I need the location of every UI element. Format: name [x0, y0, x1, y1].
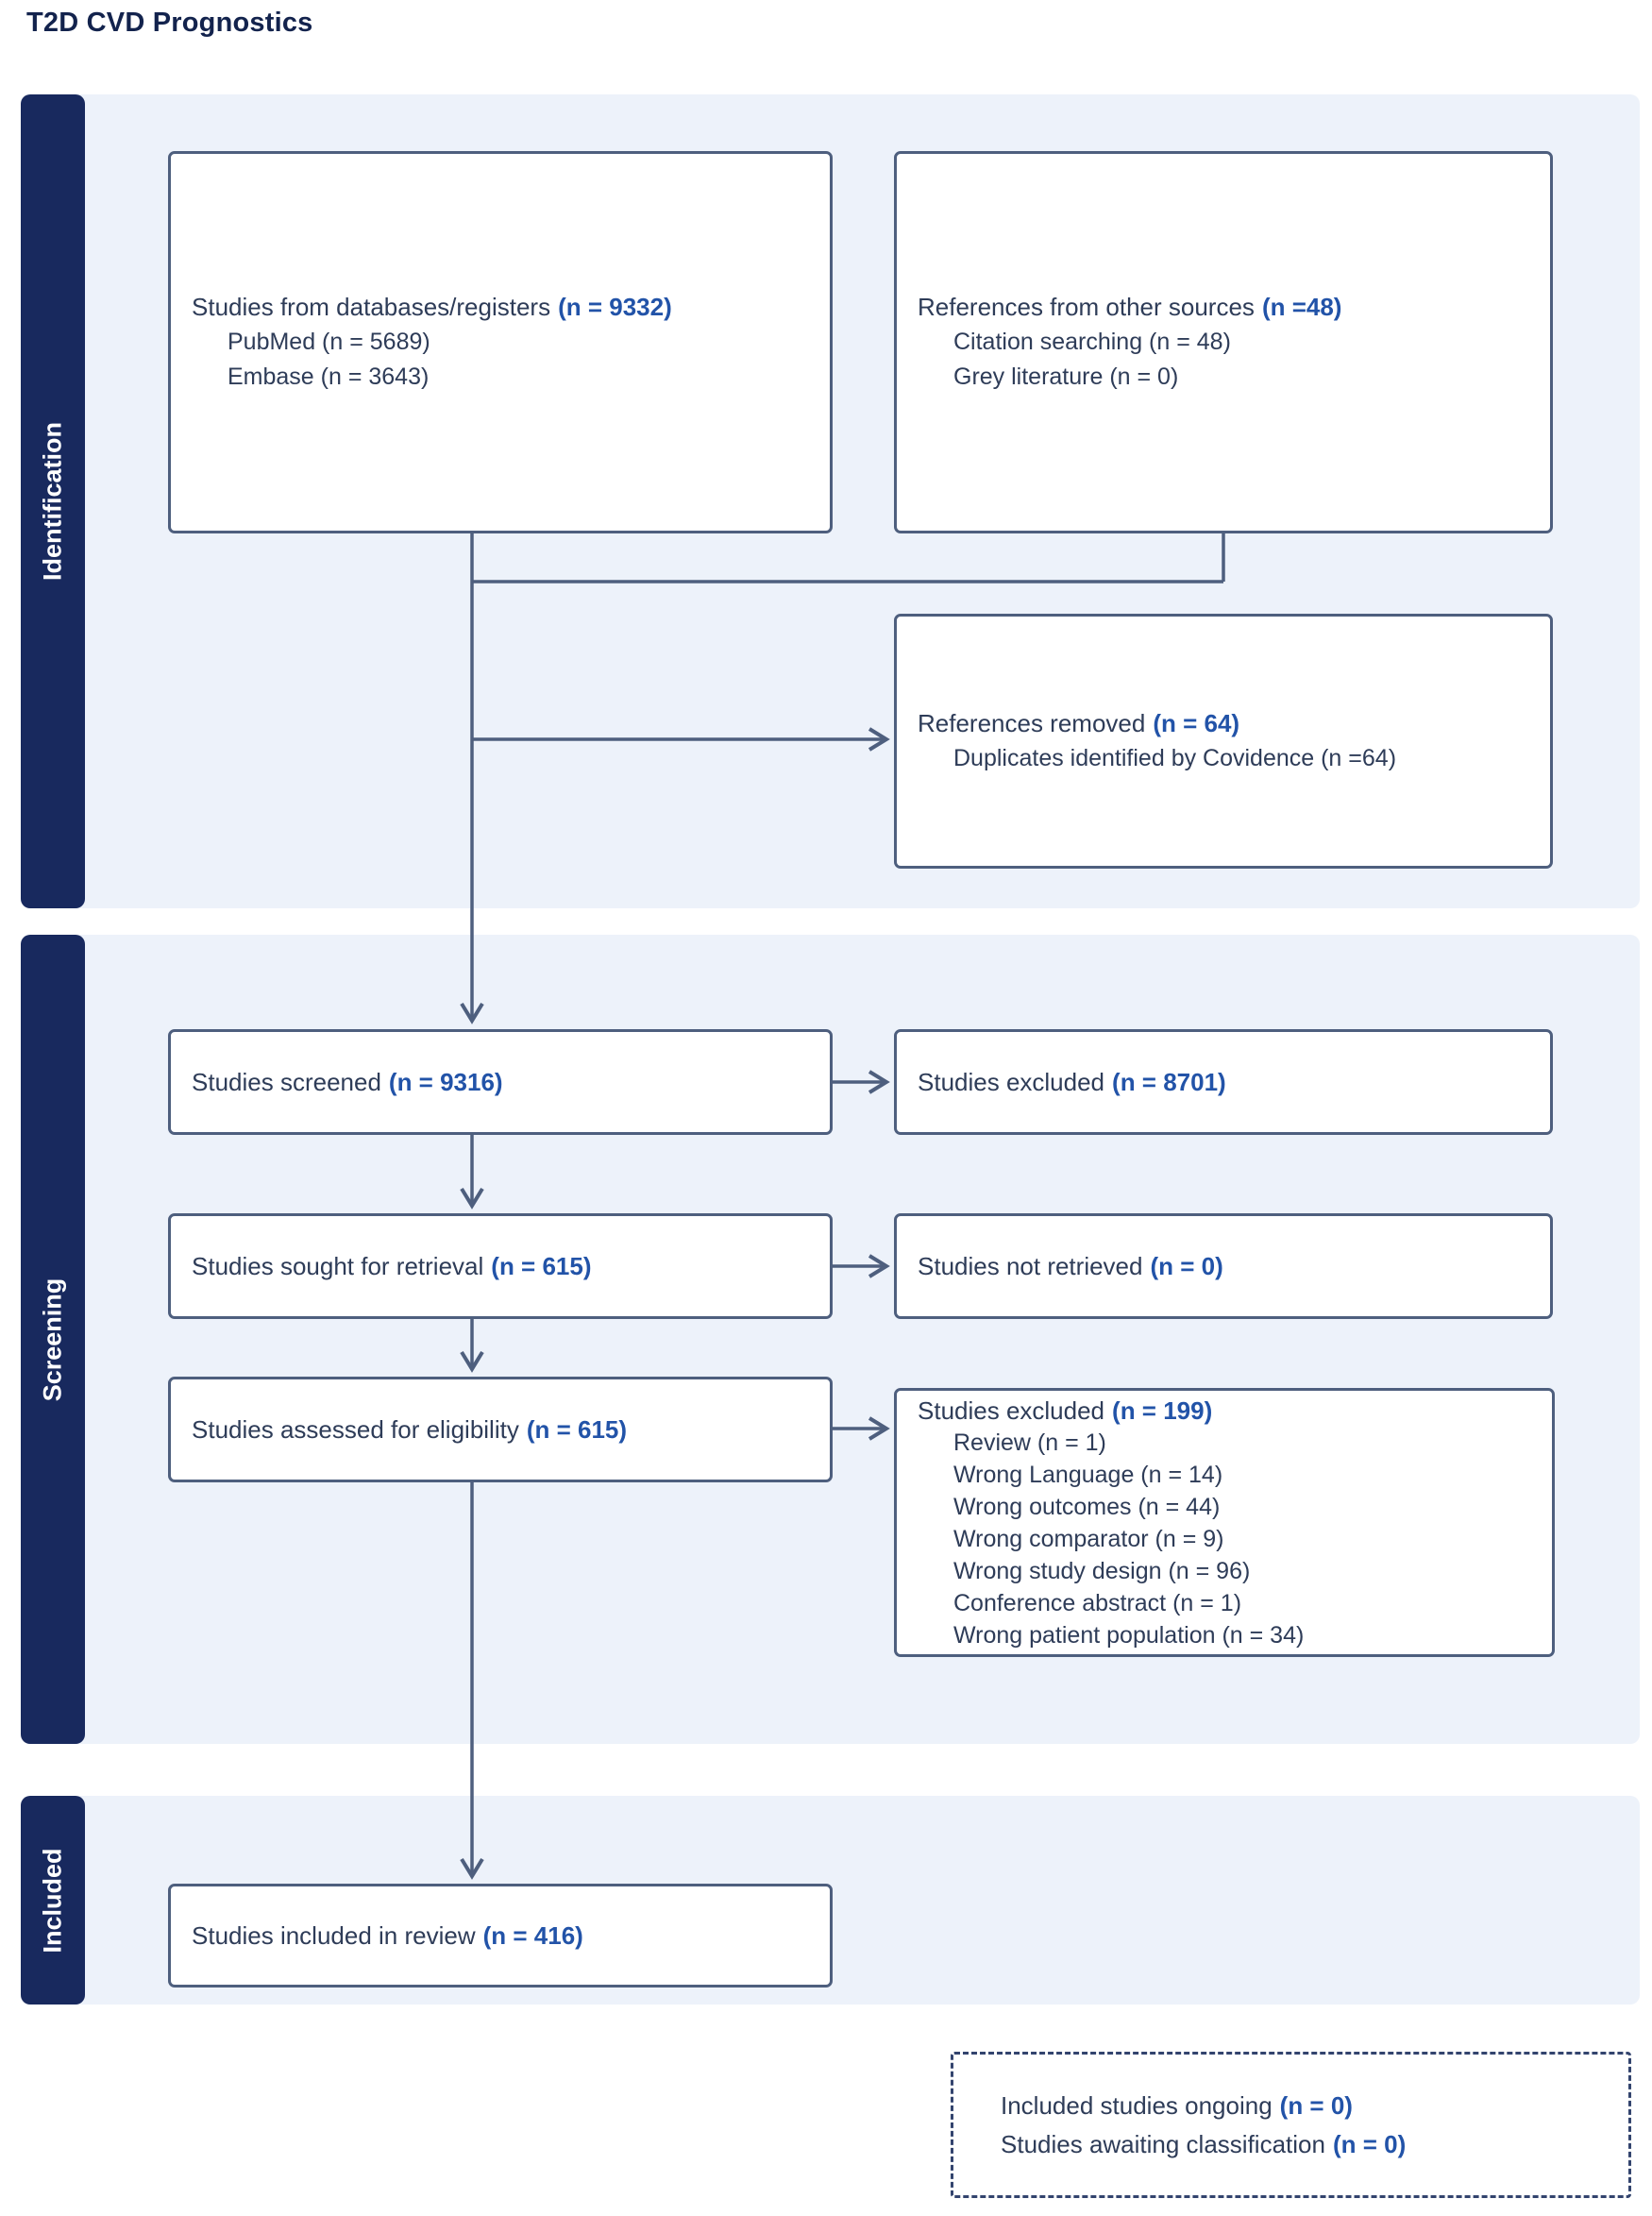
excluded-eligibility-box — [894, 1388, 1555, 1657]
screened-box — [168, 1029, 833, 1135]
awaiting-classification-line: Studies awaiting classification (n = 0) — [1001, 2129, 1407, 2158]
screening-stage-label: Screening — [38, 1277, 67, 1401]
references-removed-box — [894, 614, 1553, 869]
exclusion-reason-study-design: Wrong study design (n = 96) — [953, 1557, 1251, 1584]
not-retrieved-box — [894, 1213, 1553, 1319]
exclusion-reason-patient-population: Wrong patient population (n = 34) — [953, 1621, 1305, 1649]
other-sources-box-title: References from other sources (n =48) — [918, 293, 1342, 321]
included-stage-bar — [21, 1796, 85, 2005]
exclusion-reason-outcomes: Wrong outcomes (n = 44) — [953, 1493, 1221, 1520]
excluded-eligibility-box-title: Studies excluded (n = 199) — [918, 1396, 1213, 1425]
included-review-box — [168, 1884, 833, 1988]
exclusion-reason-language: Wrong Language (n = 14) — [953, 1461, 1223, 1488]
not-retrieved-count: (n = 0) — [1150, 1251, 1223, 1280]
databases-count: (n = 9332) — [558, 293, 672, 321]
identification-stage-bar — [21, 94, 85, 908]
assessed-box — [168, 1377, 833, 1482]
databases-item-pubmed: PubMed (n = 5689) — [228, 329, 430, 355]
excluded-screening-box-title: Studies excluded (n = 8701) — [918, 1067, 1226, 1096]
sought-box — [168, 1213, 833, 1319]
references-removed-count: (n = 64) — [1153, 709, 1240, 737]
page-title: T2D CVD Prognostics — [26, 8, 313, 38]
assessed-count: (n = 615) — [526, 1414, 628, 1444]
included-review-count: (n = 416) — [482, 1920, 583, 1950]
exclusion-reason-comparator: Wrong comparator (n = 9) — [953, 1525, 1224, 1552]
excluded-screening-count: (n = 8701) — [1112, 1067, 1226, 1096]
databases-box — [168, 151, 833, 533]
identification-stage-label: Identification — [38, 422, 67, 581]
excluded-eligibility-count: (n = 199) — [1112, 1396, 1213, 1425]
exclusion-reason-review: Review (n = 1) — [953, 1429, 1106, 1456]
exclusion-reason-conference-abstract: Conference abstract (n = 1) — [953, 1589, 1242, 1616]
ongoing-line: Included studies ongoing (n = 0) — [1001, 2090, 1353, 2120]
included-review-box-title: Studies included in review (n = 416) — [192, 1920, 583, 1950]
databases-box-title: Studies from databases/registers (n = 9332) — [192, 293, 672, 321]
screened-box-title: Studies screened (n = 9316) — [192, 1067, 503, 1096]
screened-count: (n = 9316) — [388, 1067, 503, 1096]
references-removed-item-duplicates: Duplicates identified by Covidence (n =64) — [953, 745, 1397, 771]
other-sources-box — [894, 151, 1553, 533]
references-removed-box-title: References removed (n = 64) — [918, 709, 1240, 737]
ongoing-box — [951, 2052, 1631, 2198]
assessed-box-title: Studies assessed for eligibility (n = 615) — [192, 1414, 628, 1444]
other-sources-item-citation: Citation searching (n = 48) — [953, 329, 1231, 355]
ongoing-count: (n = 0) — [1279, 2090, 1353, 2120]
databases-item-embase: Embase (n = 3643) — [228, 364, 430, 390]
screening-stage-bar — [21, 935, 85, 1744]
not-retrieved-box-title: Studies not retrieved (n = 0) — [918, 1251, 1223, 1280]
included-stage-label: Included — [38, 1847, 67, 1954]
other-sources-count: (n =48) — [1261, 293, 1342, 321]
awaiting-classification-count: (n = 0) — [1332, 2129, 1407, 2158]
other-sources-item-grey: Grey literature (n = 0) — [953, 364, 1179, 390]
sought-box-title: Studies sought for retrieval (n = 615) — [192, 1251, 592, 1280]
sought-count: (n = 615) — [491, 1251, 592, 1280]
excluded-screening-box — [894, 1029, 1553, 1135]
